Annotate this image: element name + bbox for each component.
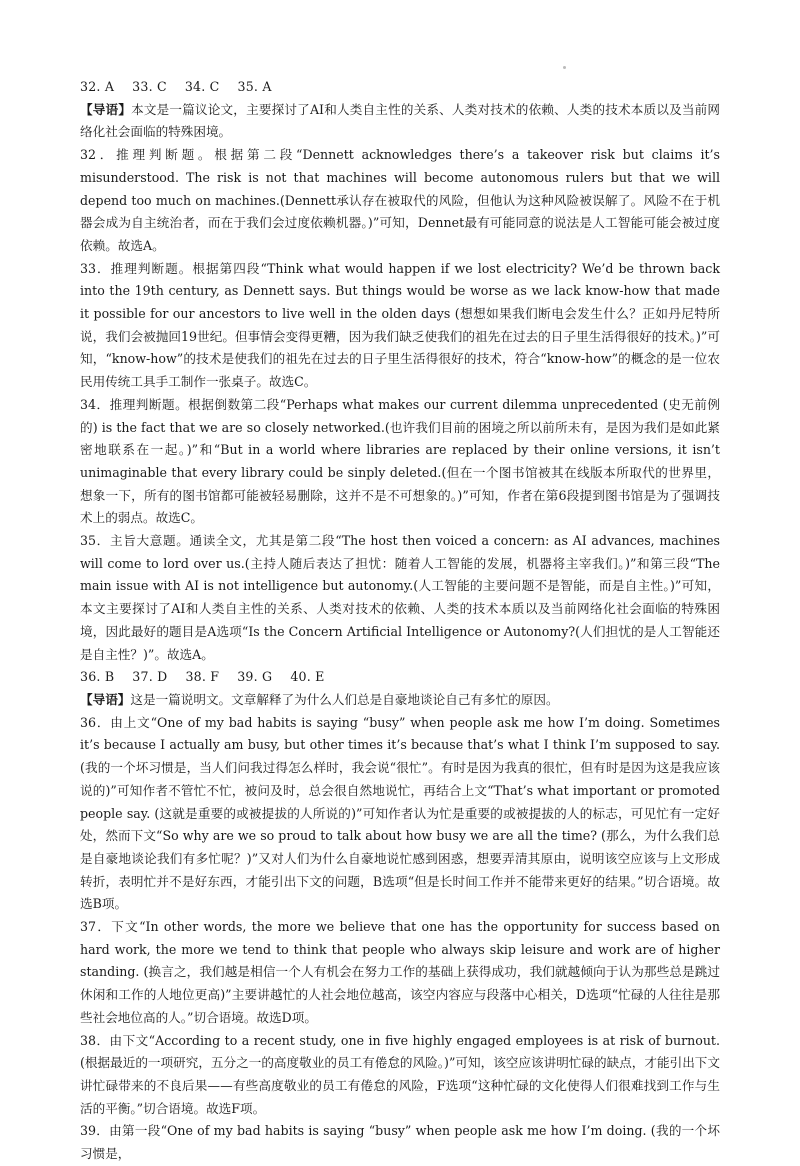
answer-32: 32. A <box>80 79 115 94</box>
answer-36: 36. B <box>80 669 115 685</box>
answer-35: 35. A <box>237 79 272 94</box>
answer-39: 39. G <box>237 669 273 685</box>
guide-text-2: 这是一篇说明文。文章解释了为什么人们总是自豪地谈论自己有多忙的原因。 <box>130 691 559 707</box>
guide-paragraph-2 <box>80 689 720 712</box>
explanation-34: 34．推理判断题。根据倒数第二段“Perhaps what makes our current dilemma unprecedented (史无前例的) is the fact that we are so closely networked.(也许我们目前的困境之所以前所未有，是因为我们是如此紧密地联系在一起。)”和“But in a world where libraries are replaced by their online versions, it isn’t unimaginable that every library could be sinply deleted.(但在一个图书馆被其在线版本所取代的世界里，想象一下，所有的图书馆都可能被轻易删除，这并不是不可想象的。)”可知，作者在第6段提到图书馆是为了强调技术上的弱点。故选C。 <box>80 396 720 526</box>
explanation-39: 39．由第一段“One of my bad habits is saying “busy” when people ask me how I’m doing. (我的一个坏习惯是， <box>80 1123 720 1162</box>
explanation-35: 35．主旨大意题。通读全文，尤其是第二段“The host then voiced a concern: as AI advances, machines will come to lord over us.(主持人随后表达了担忧：随着人工智能的发展，机器将主宰我们。)”和第三段“The main issue with AI is not intelligence but autonomy.(人工智能的主要问题不是智能，而是自主性。)”可知，本文主要探讨了AI和人类自主性的关系、人类对技术的依赖、人类的技术本质以及当前网络化社会面临的特殊困境，因此最好的题目是A选项“Is the Concern Artificial Intelligence or Autonomy?(人们担忧的是人工智能还是自主性？)”。故选A。 <box>80 533 720 662</box>
guide-paragraph-1 <box>80 99 720 144</box>
explanation-33: 33．推理判断题。根据第四段“Think what would happen if we lost electricity? We’d be thrown back into the 19th century, as Dennett says. But things would be worse as we lack know-how that made it possible for our ancestors to live well in the olden days (想想如果我们断电会发生什么？正如丹尼特所说，我们会被抛回19世纪。但事情会变得更糟，因为我们缺乏使我们的祖先在过去的日子里生活得很好的技术。)”可知，“know-how”的技术是使我们的祖先在过去的日子里生活得很好的技术，符合“know-how”的概念的是一位农民用传统工具手工制作一张桌子。故选C。 <box>80 260 720 390</box>
explanation-38: 38．由下文“According to a recent study, one in five highly engaged employees is at risk of burnout. (根据最近的一项研究，五分之一的高度敬业的员工有倦怠的风险。)”可知，该空应该讲明忙碌的缺点，才能引出下文讲忙碌带来的不良后果——有些高度敬业的员工有倦怠的风险，F选项“这种忙碌的文化使得人们很难找到工作与生活的平衡。”切合语境。故选F项。 <box>80 1032 720 1116</box>
explanation-32: 32．推理判断题。根据第二段“Dennett acknowledges there’s a takeover risk but claims it’s misunderstood. The risk is not that machines will become autonomous rulers but that we will depend too much on machines.(Dennett承认存在被取代的风险，但他认为这种风险被误解了。风险不在于机器会成为自主统治者，而在于我们会过度依赖机器。)”可知，Dennet最有可能同意的说法是人工智能可能会被过度依赖。故选A。 <box>80 147 720 253</box>
answer-key-36-40 <box>80 666 720 689</box>
answer-key-32-35 <box>80 76 720 99</box>
answer-40: 40. E <box>290 669 325 685</box>
scan-dot <box>563 66 566 69</box>
guide-label-2: 【导语】 <box>80 691 131 707</box>
explanation-36: 36．由上文“One of my bad habits is saying “busy” when people ask me how I’m doing. Sometimes it’s because I actually am busy, but other times it’s because that’s what I think I’m supposed to say. (我的一个坏习惯是，当人们问我过得怎么样时，我会说“很忙”。有时是因为我真的很忙，但有时是因为这是我应该说的)”可知作者不管忙不忙，被问及时，总会很自然地说忙，再结合上文“That’s what important or promoted people say. (这就是重要的或被提拔的人所说的)”可知作者认为忙是重要的或被提拔的人的标志，可见忙有一定好处，然而下文“So why are we so proud to talk about how busy we are all the time? (那么，为什么我们总是自豪地谈论我们有多忙呢？)”又对人们为什么自豪地说忙感到困惑，想要弄清其原由，说明该空应该与上文形成转折，表明忙并不是好东西，才能引出下文的问题，B选项“但是长时间工作并不能带来更好的结果。”切合语境。故选B项。 <box>80 714 720 912</box>
answer-34: 34. C <box>184 79 220 94</box>
answer-38: 38. F <box>185 669 220 685</box>
guide-label-1: 【导语】 <box>80 101 132 117</box>
guide-text-1: 本文是一篇议论文，主要探讨了AI和人类自主性的关系、人类对技术的依赖、人类的技术本质以及当前网络化社会面临的特殊困境。 <box>80 101 721 140</box>
answer-37: 37. D <box>132 669 168 685</box>
explanation-37: 37．下文“In other words, the more we believe that one has the opportunity for success based on hard work, the more we tend to think that people who always skip leisure and work are of higher standing. (换言之，我们越是相信一个人有机会在努力工作的基础上获得成功，我们就越倾向于认为那些总是跳过休闲和工作的人地位更高)”主要讲越忙的人社会地位越高，该空内容应与段落中心相关，D选项“忙碌的人往往是那些社会地位高的人。”切合语境。故选D项。 <box>80 919 720 1025</box>
answer-33: 33. C <box>132 79 167 94</box>
